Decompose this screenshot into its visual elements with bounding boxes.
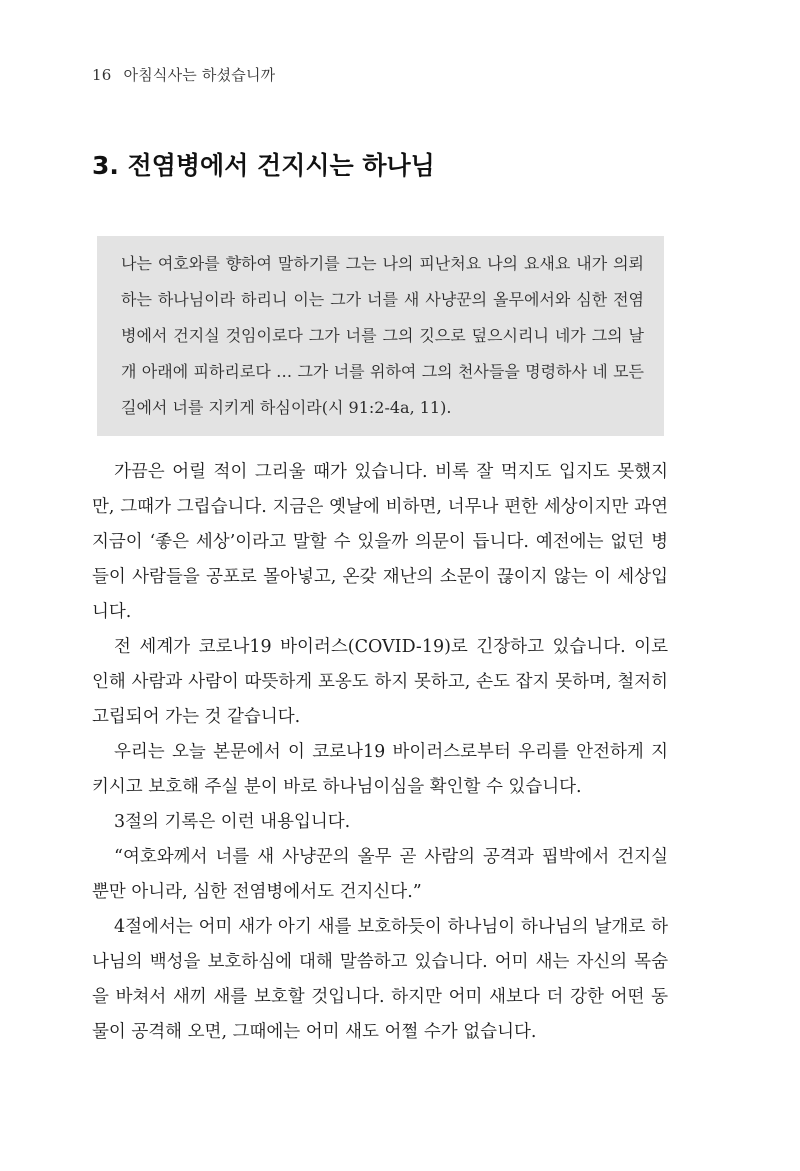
scripture-text: 나는 여호와를 향하여 말하기를 그는 나의 피난처요 나의 요새요 내가 의뢰하는 하나님이라 하리니 이는 그가 너를 새 사냥꾼의 올무에서와 심한 전염병에서 건지실 것임이로다 그가 너를 그의 깃으로 덮으시리니 네가 그의 날개 아래에 피하리로다 … 그가 너를 위하여 그의 천사들을 명령하사 네 모든 길에서 너를 지키게 하심이라(시 91:2-4a, 11). <box>121 254 644 417</box>
paragraph: 가끔은 어릴 적이 그리울 때가 있습니다. 비록 잘 먹지도 입지도 못했지만, 그때가 그립습니다. 지금은 옛날에 비하면, 너무나 편한 세상이지만 과연 지금이 ‘좋은 세상’이라고 말할 수 있을까 의문이 듭니다. 예전에는 없던 병들이 사람들을 공포로 몰아넣고, 온갖 재난의 소문이 끊이지 않는 이 세상입니다. <box>92 462 668 622</box>
paragraph: 3절의 기록은 이런 내용입니다. <box>114 812 351 832</box>
page-number: 16 <box>92 66 112 84</box>
book-title: 아침식사는 하셨습니까 <box>123 66 276 84</box>
paragraph: 4절에서는 어미 새가 아기 새를 보호하듯이 하나님이 하나님의 날개로 하나님의 백성을 보호하심에 대해 말씀하고 있습니다. 어미 새는 자신의 목숨을 바쳐서 새끼 새를 보호할 것입니다. 하지만 어미 새보다 더 강한 어떤 동물이 공격해 오면, 그때에는 어미 새도 어쩔 수가 없습니다. <box>92 917 668 1042</box>
chapter-title: 3. 전염병에서 건지시는 하나님 <box>92 151 435 180</box>
scripture-quote-box <box>97 236 664 436</box>
paragraph: 전 세계가 코로나19 바이러스(COVID-19)로 긴장하고 있습니다. 이로 인해 사람과 사람이 따뜻하게 포옹도 하지 못하고, 손도 잡지 못하며, 철저히 고립되어 가는 것 같습니다. <box>92 637 668 727</box>
paragraph: “여호와께서 너를 새 사냥꾼의 올무 곧 사람의 공격과 핍박에서 건지실 뿐만 아니라, 심한 전염병에서도 건지신다.” <box>92 847 668 902</box>
running-header <box>92 64 275 85</box>
paragraph: 우리는 오늘 본문에서 이 코로나19 바이러스로부터 우리를 안전하게 지키시고 보호해 주실 분이 바로 하나님이심을 확인할 수 있습니다. <box>92 742 668 797</box>
body-text <box>92 455 668 1050</box>
